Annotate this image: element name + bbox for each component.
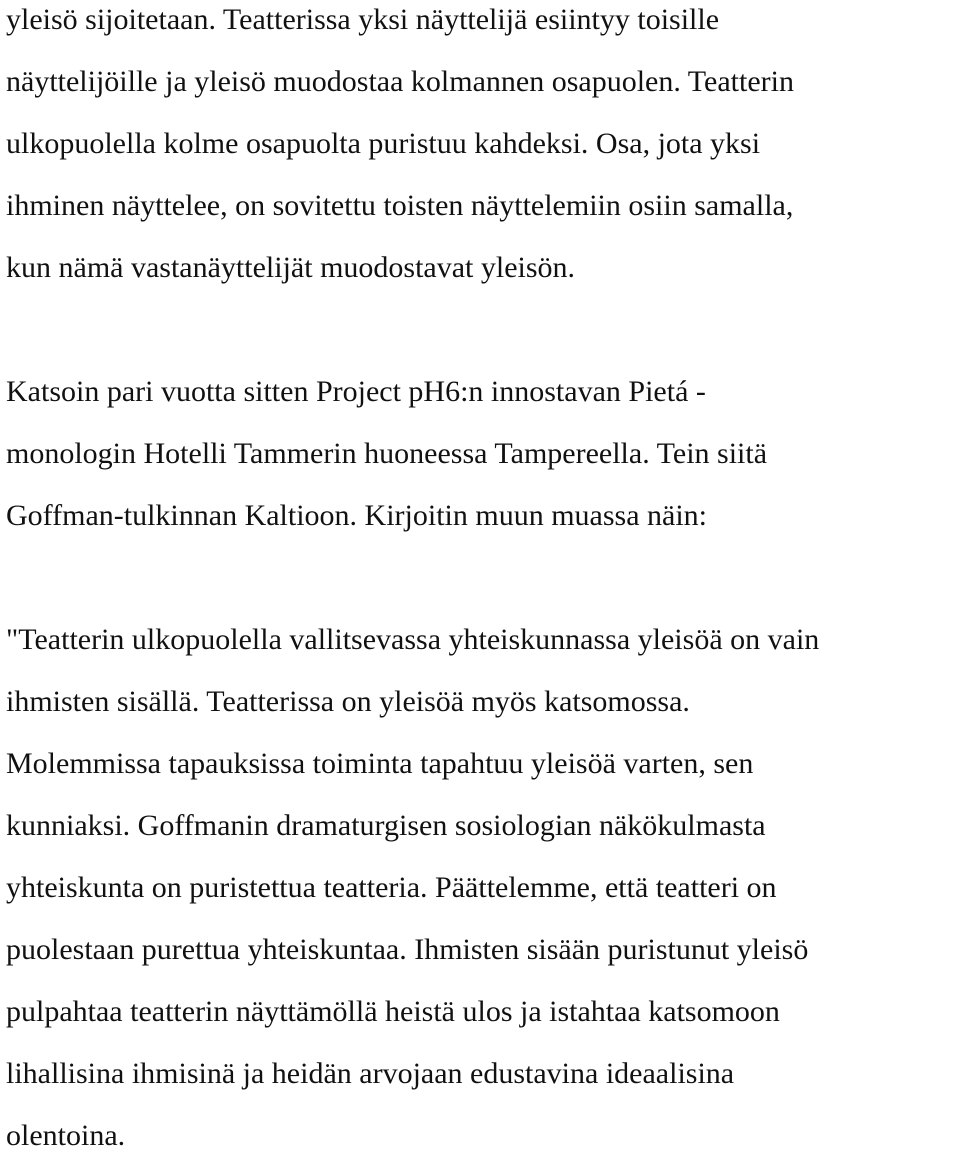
text-line: kun nämä vastanäyttelijät muodostavat yleisön.: [6, 251, 576, 284]
text-line: ulkopuolella kolme osapuolta puristuu kahdeksi. Osa, jota yksi: [6, 127, 761, 160]
text-line: Goffman-tulkinnan Kaltioon. Kirjoitin muun muassa näin:: [6, 499, 708, 532]
text-line: ihmisten sisällä. Teatterissa on yleisöä myös katsomossa.: [6, 685, 690, 718]
text-line: monologin Hotelli Tammerin huoneessa Tampereella. Tein siitä: [6, 437, 768, 470]
text-line: lihallisina ihmisinä ja heidän arvojaan edustavina ideaalisina: [6, 1057, 735, 1090]
text-line: puolestaan purettua yhteiskuntaa. Ihmisten sisään puristunut yleisö: [6, 933, 809, 966]
text-line: olentoina.: [6, 1119, 126, 1152]
text-line: ihminen näyttelee, on sovitettu toisten näyttelemiin osiin samalla,: [6, 189, 794, 222]
text-line: pulpahtaa teatterin näyttämöllä heistä ulos ja istahtaa katsomoon: [6, 995, 780, 1028]
text-line: Molemmissa tapauksissa toiminta tapahtuu yleisöä varten, sen: [6, 747, 754, 780]
text-line: Katsoin pari vuotta sitten Project pH6:n innostavan Pietá -: [6, 375, 706, 408]
text-line: "Teatterin ulkopuolella vallitsevassa yhteiskunnassa yleisöä on vain: [6, 623, 820, 656]
text-line: yhteiskunta on puristettua teatteria. Päättelemme, että teatteri on: [6, 871, 777, 904]
text-line: kunniaksi. Goffmanin dramaturgisen sosiologian näkökulmasta: [6, 809, 766, 842]
text-line: yleisö sijoitetaan. Teatterissa yksi näyttelijä esiintyy toisille: [6, 3, 720, 36]
text-line: näyttelijöille ja yleisö muodostaa kolmannen osapuolen. Teatterin: [6, 65, 794, 98]
